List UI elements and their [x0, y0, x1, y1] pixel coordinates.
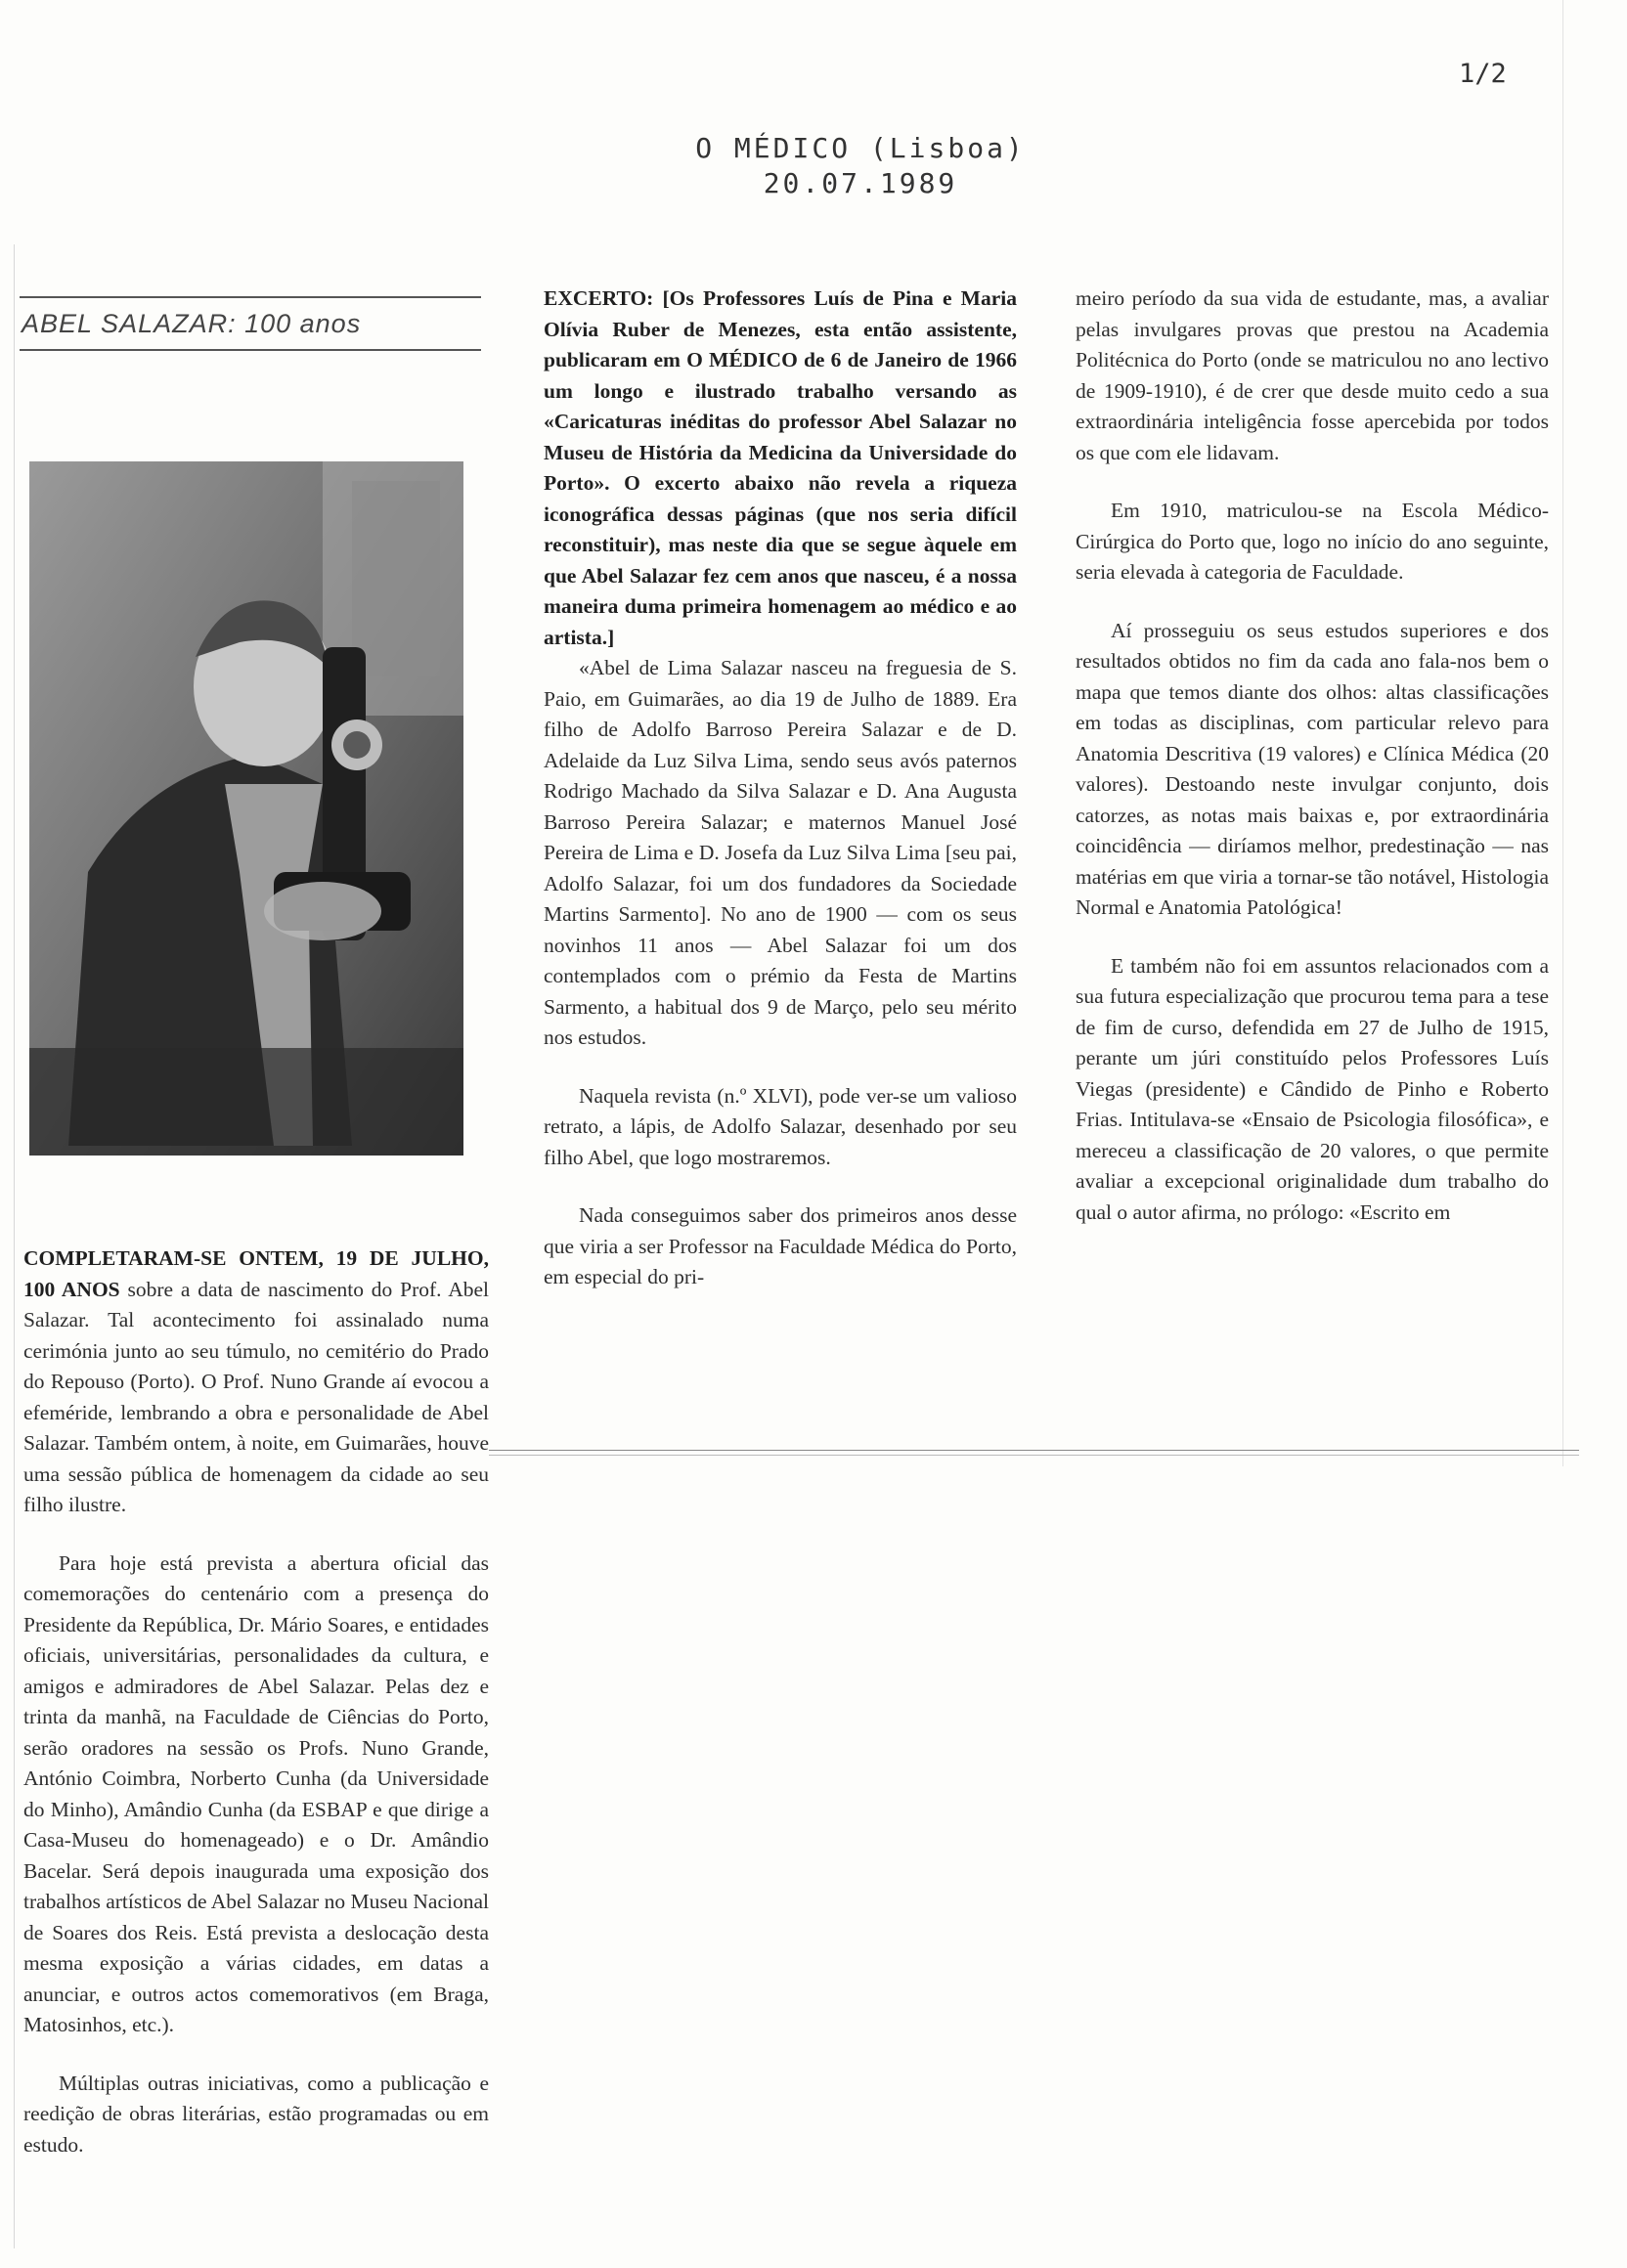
col1-paragraph-2: Para hoje está prevista a abertura oficial das comemorações do centenário com a presença do Presidente da República, Dr. Mário Soares, e entidades oficiais, universitárias, personalidades da cultura, e amigos e admiradores de Abel Salazar. Pelas dez e trinta da manhã, na Faculdade de Ciências do Porto, serão oradores na sessão os Profs. Nuno Grande, António Coimbra, Norberto Cunha (da Universidade do Minho), Amândio Cunha (da ESBAP e que dirige a Casa-Museu do homenageado) e o Dr. Amândio Bacelar. Será depois inaugurada uma exposição dos trabalhos artísticos de Abel Salazar no Museu Nacional de Soares dos Reis. Está prevista a deslocação desta mesma exposição a várias cidades, em datas a anunciar, e outros actos comemorativos (em Braga, Matosinhos, etc.). — [23, 1550, 489, 2036]
title-bottom-rule — [20, 349, 481, 351]
col2-excerpt — [544, 284, 1017, 653]
col1-lead-bold: COMPLETARAM-SE ONTEM, 19 DE JULHO, 100 ANOS — [23, 1246, 489, 1301]
col3-paragraph-1: meiro período da sua vida de estudante, mas, a avaliar pelas invulgares provas que prestou na Academia Politécnica do Porto (onde se matriculou no ano lectivo de 1909-1910), é de crer que desde muito cedo a sua extraordinária inteligência fosse apercebida por todos os que com ele lidavam. — [1076, 286, 1549, 464]
title-top-rule — [20, 296, 481, 298]
col2-paragraph-3: Nada conseguimos saber dos primeiros anos desse que viria a ser Professor na Faculdade Médica do Porto, em especial do pri- — [544, 1203, 1017, 1288]
col2-excerpt-bold: EXCERTO: [Os Professores Luís de Pina e Maria Olívia Ruber de Menezes, esta então assistente, publicaram em O MÉDICO de 6 de Janeiro de 1966 um longo e ilustrado trabalho versando as «Caricaturas inéditas do professor Abel Salazar no Museu de História da Medicina da Universidade do Porto». O excerto abaixo não revela a riqueza iconográfica dessas páginas (que nos seria difícil reconstituir), mas neste dia que se segue àquele em que Abel Salazar fez cem anos que nasceu, é a nossa maneira duma primeira homenagem ao médico e ao artista.] — [544, 286, 1017, 649]
portrait-photo — [29, 461, 463, 1156]
publication-name: O MÉDICO (Lisboa) — [695, 132, 1026, 164]
scan-left-edge — [14, 244, 15, 2248]
photo-illustration — [29, 461, 463, 1156]
scan-right-edge — [1562, 0, 1563, 1466]
col3-paragraph-4: E também não foi em assuntos relacionados com a sua futura especialização que procurou tema para a tese de fim de curso, defendida em 27 de Julho de 1915, perante um júri constituído pelos Professores Luís Viegas (presidente) e Cândido de Pinho e Roberto Frias. Intitulava-se «Ensaio de Psicologia filosófica», e mereceu a classificação de 20 valores, o que permite avaliar a excepcional originalidade dum trabalho do qual o autor afirma, no prólogo: «Escrito em — [1076, 953, 1549, 1224]
col2-paragraph-2: Naquela revista (n.º XLVI), pode ver-se um valioso retrato, a lápis, de Adolfo Salazar, desenhado por seu filho Abel, que logo mostraremos. — [544, 1083, 1017, 1169]
page-number: 1/2 — [1459, 59, 1507, 89]
article-title: ABEL SALAZAR: 100 anos — [22, 309, 362, 338]
column-3 — [1076, 284, 1549, 1228]
col1-lead-text: sobre a data de nascimento do Prof. Abel Salazar. Tal acontecimento foi assinalado numa cerimónia junto ao seu túmulo, no cemitério do Prado do Repouso (Porto). O Prof. Nuno Grande aí evocou a efeméride, lembrando a obra e personalidade de Abel Salazar. Também ontem, à noite, em Guimarães, houve uma sessão pública de homenagem da cidade ao seu filho ilustre. — [23, 1277, 489, 1516]
source-header — [684, 131, 1036, 201]
col1-paragraph-1 — [23, 1243, 489, 1521]
col3-paragraph-3: Aí prosseguiu os seus estudos superiores e dos resultados obtidos no fim da cada ano fala-nos bem o mapa que temos diante dos olhos: altas classificações em todas as disciplinas, com particular relevo para Anatomia Descritiva (19 valores) e Clínica Médica (20 valores). Destoando neste invulgar conjunto, dois catorzes, as notas mais baixas e, por extraordinária coincidência — diríamos melhor, predestinação — nas matérias em que viria a tornar-se tão notável, Histologia Normal e Anatomia Patológica! — [1076, 618, 1549, 919]
col1-paragraph-3: Múltiplas outras iniciativas, como a publicação e reedição de obras literárias, estão programadas ou em estudo. — [23, 2071, 489, 2157]
article-bottom-rule — [489, 1450, 1579, 1451]
article-bottom-rule-2 — [489, 1455, 1579, 1456]
column-1 — [23, 1243, 489, 2160]
col3-paragraph-2: Em 1910, matriculou-se na Escola Médico-Cirúrgica do Porto que, logo no início do ano seguinte, seria elevada à categoria de Faculdade. — [1076, 499, 1549, 584]
publication-date: 20.07.1989 — [763, 167, 958, 199]
col2-paragraph-1: «Abel de Lima Salazar nasceu na freguesia de S. Paio, em Guimarães, ao dia 19 de Julho de 1889. Era filho de Adolfo Barroso Pereira Salazar e de D. Adelaide da Luz Silva Lima, sendo seus avós paternos Rodrigo Machado da Silva Salazar e D. Ana Augusta Barroso Pereira Salazar; e maternos Manuel José Pereira de Lima e D. Josefa da Luz Silva Lima [seu pai, Adolfo Salazar, foi um dos fundadores da Sociedade Martins Sarmento]. No ano de 1900 — com os seus novinhos 11 anos — Abel Salazar foi um dos contemplados com o prémio da Festa de Martins Sarmento, a habitual dos 9 de Março, pelo seu mérito nos estudos. — [544, 656, 1017, 1049]
column-2 — [544, 284, 1017, 1293]
